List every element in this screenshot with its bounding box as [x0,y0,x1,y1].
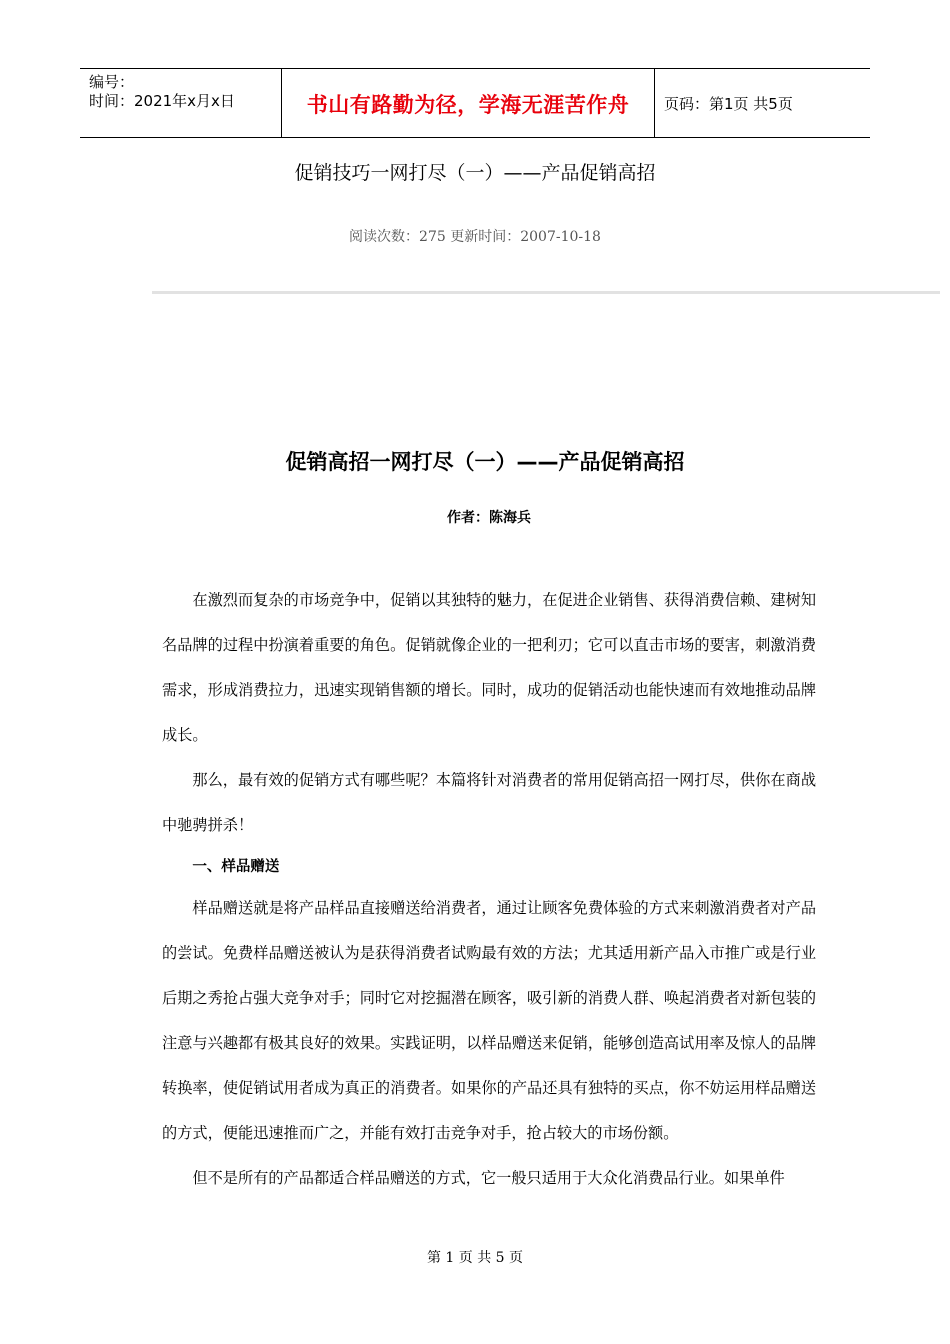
section-heading-text: 一、样品赠送 [192,859,280,875]
paragraph: 那么，最有效的促销方式有哪些呢？本篇将针对消费者的常用促销高招一网打尽，供你在商战中驰骋拼杀！ [162,771,816,834]
header-right-cell [655,69,870,137]
article-meta: 阅读次数：275 更新时间：2007-10-18 [349,229,601,245]
section-heading [162,844,816,890]
section-divider [152,291,940,294]
article-main-title: 促销高招一网打尽（一）——产品促销高招 [285,450,685,474]
document-header [80,68,870,138]
article-author: 作者：陈海兵 [447,510,531,526]
document-time-label: 时间：2021年x月x日 [89,92,235,110]
article-top-title: 促销技巧一网打尽（一）——产品促销高招 [294,162,656,184]
page-footer: 第 1 页 共 5 页 [426,1250,524,1266]
header-motto: 书山有路勤为径，学海无涯苦作舟 [306,93,630,117]
header-center-cell [282,69,655,137]
document-number-label: 编号： [89,73,135,91]
paragraph: 在激烈而复杂的市场竞争中，促销以其独特的魅力，在促进企业销售、获得消费信赖、建树知名品牌的过程中扮演着重要的角色。促销就像企业的一把利刃；它可以直击市场的要害，刺激消费需求，形成消费拉力，迅速实现销售额的增长。同时，成功的促销活动也能快速而有效地推动品牌成长。 [162,591,816,744]
paragraph: 样品赠送就是将产品样品直接赠送给消费者，通过让顾客免费体验的方式来刺激消费者对产品的尝试。免费样品赠送被认为是获得消费者试购最有效的方法；尤其适用新产品入市推广或是行业后期之秀抢占强大竞争对手；同时它对挖掘潜在顾客，吸引新的消费人群、唤起消费者对新包装的注意与兴趣都有极其良好的效果。实践证明，以样品赠送来促销，能够创造高试用率及惊人的品牌转换率，使促销试用者成为真正的消费者。如果你的产品还具有独特的买点，你不妨运用样品赠送的方式，便能迅速推而广之，并能有效打击竞争对手，抢占较大的市场份额。 [162,899,816,1142]
header-page-code: 页码：第1页 共5页 [664,95,793,113]
article-body [162,578,816,1201]
paragraph: 但不是所有的产品都适合样品赠送的方式，它一般只适用于大众化消费品行业。如果单件 [192,1169,785,1187]
header-left-cell [80,69,282,137]
